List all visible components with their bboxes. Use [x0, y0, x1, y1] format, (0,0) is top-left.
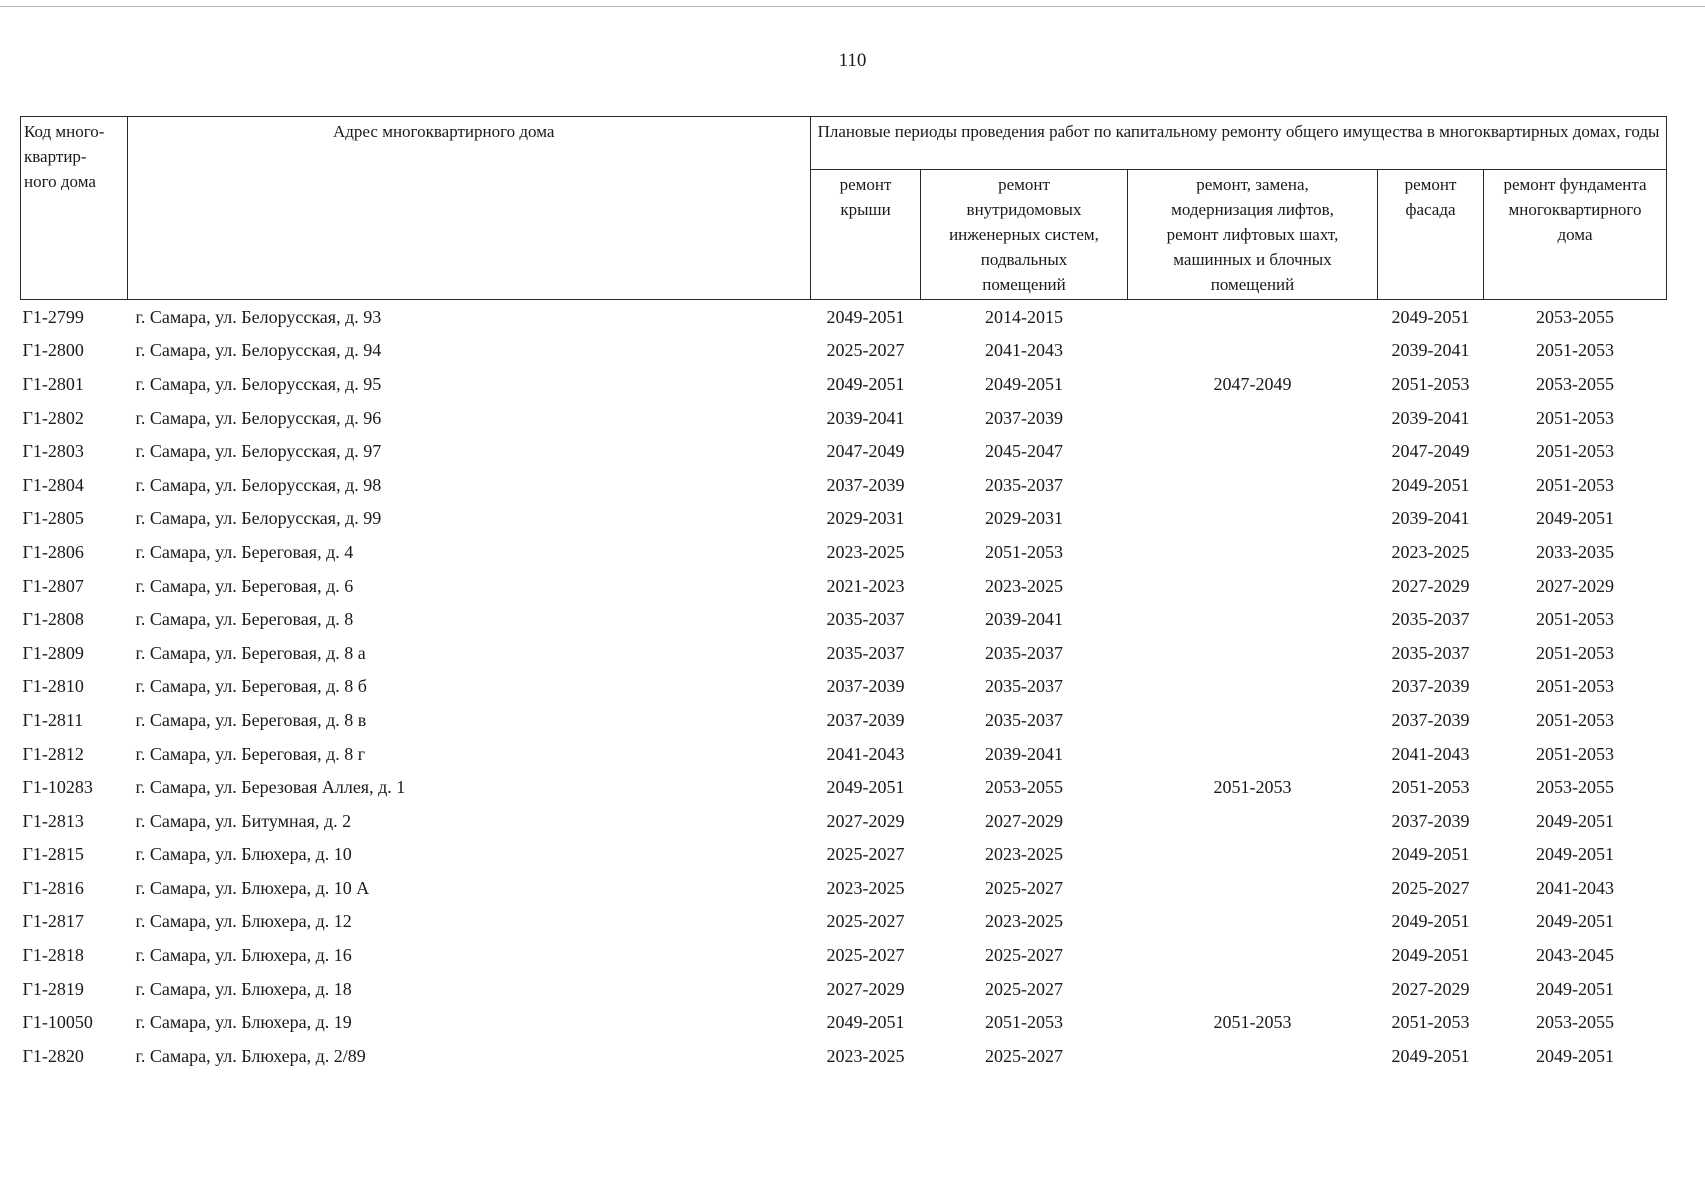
cell-code: Г1-2804 — [22, 474, 84, 495]
cell-lifts — [1128, 502, 1378, 536]
cell-lifts — [1128, 535, 1378, 569]
table-row — [21, 602, 1667, 636]
cell-address: г. Самара, ул. Береговая, д. 8 а — [135, 642, 366, 663]
cell-engineering: 2051-2053 — [985, 541, 1063, 562]
cell-facade: 2049-2051 — [1391, 844, 1470, 865]
cell-code: Г1-2799 — [22, 306, 84, 327]
cell-address: г. Самара, ул. Белорусская, д. 98 — [135, 474, 382, 495]
table-row — [21, 838, 1667, 872]
cell-code: Г1-2805 — [22, 508, 84, 529]
cell-code: Г1-2807 — [22, 575, 84, 596]
cell-roof: 2023-2025 — [826, 1045, 905, 1066]
cell-lifts — [1128, 804, 1378, 838]
cell-lifts — [1128, 938, 1378, 972]
cell-roof: 2027-2029 — [826, 978, 905, 999]
cell-roof: 2023-2025 — [826, 877, 905, 898]
cell-facade: 2039-2041 — [1391, 340, 1470, 361]
table-row — [21, 334, 1667, 368]
cell-address: г. Самара, ул. Белорусская, д. 96 — [135, 407, 382, 428]
cell-foundation: 2049-2051 — [1536, 978, 1614, 999]
table-row — [21, 670, 1667, 704]
cell-engineering: 2014-2015 — [985, 306, 1063, 327]
cell-lifts — [1128, 434, 1378, 468]
cell-lifts — [1128, 838, 1378, 872]
cell-facade: 2025-2027 — [1391, 877, 1470, 898]
cell-address: г. Самара, ул. Береговая, д. 8 — [135, 609, 354, 630]
table-row — [21, 905, 1667, 939]
cell-code: Г1-10283 — [22, 777, 93, 798]
cell-roof: 2025-2027 — [826, 340, 905, 361]
cell-foundation: 2051-2053 — [1536, 642, 1614, 663]
cell-address: г. Самара, ул. Белорусская, д. 99 — [135, 508, 382, 529]
cell-roof: 2023-2025 — [826, 541, 905, 562]
cell-code: Г1-2818 — [22, 945, 84, 966]
cell-address: г. Самара, ул. Блюхера, д. 19 — [135, 1012, 352, 1033]
cell-code: Г1-2800 — [22, 340, 84, 361]
cell-foundation: 2049-2051 — [1536, 810, 1614, 831]
cell-foundation: 2053-2055 — [1536, 306, 1614, 327]
cell-address: г. Самара, ул. Блюхера, д. 10 — [135, 844, 352, 865]
cell-foundation: 2053-2055 — [1536, 777, 1614, 798]
cell-address: г. Самара, ул. Блюхера, д. 10 А — [135, 877, 370, 898]
header-lifts: ремонт, замена, модернизация лифтов, ремонт лифтовых шахт, машинных и блочных помещений — [1128, 170, 1378, 300]
capital-repair-table — [20, 116, 1667, 1073]
cell-roof: 2025-2027 — [826, 911, 905, 932]
cell-code: Г1-2801 — [22, 373, 84, 394]
cell-address: г. Самара, ул. Битумная, д. 2 — [135, 810, 352, 831]
cell-facade: 2037-2039 — [1391, 676, 1470, 697]
cell-facade: 2037-2039 — [1391, 709, 1470, 730]
cell-code: Г1-2815 — [22, 844, 84, 865]
cell-foundation: 2053-2055 — [1536, 373, 1614, 394]
cell-address: г. Самара, ул. Белорусская, д. 94 — [135, 340, 382, 361]
table-row — [21, 804, 1667, 838]
table-row — [21, 468, 1667, 502]
cell-engineering: 2039-2041 — [985, 609, 1063, 630]
cell-facade: 2035-2037 — [1391, 609, 1470, 630]
cell-facade: 2047-2049 — [1391, 441, 1470, 462]
cell-roof: 2041-2043 — [826, 743, 905, 764]
cell-engineering: 2025-2027 — [985, 877, 1063, 898]
cell-address: г. Самара, ул. Береговая, д. 6 — [135, 575, 354, 596]
cell-facade: 2051-2053 — [1391, 777, 1470, 798]
table-row — [21, 569, 1667, 603]
cell-foundation: 2051-2053 — [1536, 743, 1614, 764]
top-rule — [0, 6, 1705, 7]
cell-facade: 2035-2037 — [1391, 642, 1470, 663]
cell-facade: 2039-2041 — [1391, 407, 1470, 428]
table-row — [21, 938, 1667, 972]
cell-engineering: 2035-2037 — [985, 709, 1063, 730]
cell-code: Г1-2803 — [22, 441, 84, 462]
table-row — [21, 770, 1667, 804]
cell-engineering: 2039-2041 — [985, 743, 1063, 764]
cell-code: Г1-2812 — [22, 743, 84, 764]
cell-engineering: 2041-2043 — [985, 340, 1063, 361]
table-row — [21, 502, 1667, 536]
cell-code: Г1-2810 — [22, 676, 84, 697]
cell-lifts — [1128, 1039, 1378, 1073]
cell-roof: 2049-2051 — [826, 373, 905, 394]
cell-roof: 2049-2051 — [826, 306, 905, 327]
cell-code: Г1-2816 — [22, 877, 84, 898]
cell-address: г. Самара, ул. Белорусская, д. 93 — [135, 306, 382, 327]
cell-foundation: 2053-2055 — [1536, 1012, 1614, 1033]
cell-roof: 2029-2031 — [826, 508, 905, 529]
cell-engineering: 2035-2037 — [985, 642, 1063, 663]
cell-foundation: 2051-2053 — [1536, 340, 1614, 361]
cell-lifts — [1128, 737, 1378, 771]
cell-lifts: 2051-2053 — [1213, 1012, 1292, 1033]
cell-engineering: 2023-2025 — [985, 844, 1063, 865]
table-row — [21, 871, 1667, 905]
cell-roof: 2049-2051 — [826, 777, 905, 798]
cell-lifts — [1128, 972, 1378, 1006]
cell-foundation: 2051-2053 — [1536, 676, 1614, 697]
cell-code: Г1-2817 — [22, 911, 84, 932]
table-row — [21, 636, 1667, 670]
cell-roof: 2025-2027 — [826, 844, 905, 865]
cell-foundation: 2051-2053 — [1536, 474, 1614, 495]
header-engineering: ремонт внутридомовых инженерных систем, подвальных помещений — [921, 170, 1128, 300]
cell-lifts — [1128, 401, 1378, 435]
cell-engineering: 2051-2053 — [985, 1012, 1063, 1033]
cell-lifts: 2047-2049 — [1213, 373, 1292, 394]
cell-foundation: 2051-2053 — [1536, 609, 1614, 630]
cell-engineering: 2027-2029 — [985, 810, 1063, 831]
cell-lifts — [1128, 468, 1378, 502]
cell-roof: 2035-2037 — [826, 642, 905, 663]
cell-lifts: 2051-2053 — [1213, 777, 1292, 798]
cell-foundation: 2051-2053 — [1536, 709, 1614, 730]
cell-facade: 2027-2029 — [1391, 978, 1470, 999]
table-row — [21, 401, 1667, 435]
cell-lifts — [1128, 905, 1378, 939]
cell-facade: 2037-2039 — [1391, 810, 1470, 831]
cell-facade: 2023-2025 — [1391, 541, 1470, 562]
header-address: Адрес многоквартирного дома — [128, 117, 811, 300]
cell-engineering: 2037-2039 — [985, 407, 1063, 428]
cell-address: г. Самара, ул. Береговая, д. 8 г — [135, 743, 366, 764]
table-row — [21, 1039, 1667, 1073]
table-row — [21, 367, 1667, 401]
header-roof: ремонт крыши — [811, 170, 921, 300]
cell-lifts — [1128, 602, 1378, 636]
table-row — [21, 1005, 1667, 1039]
cell-facade: 2049-2051 — [1391, 306, 1470, 327]
cell-code: Г1-2811 — [22, 709, 84, 730]
cell-code: Г1-2820 — [22, 1045, 84, 1066]
cell-address: г. Самара, ул. Блюхера, д. 2/89 — [135, 1045, 366, 1066]
cell-facade: 2027-2029 — [1391, 575, 1470, 596]
cell-lifts — [1128, 334, 1378, 368]
cell-roof: 2047-2049 — [826, 441, 905, 462]
cell-facade: 2049-2051 — [1391, 474, 1470, 495]
cell-engineering: 2023-2025 — [985, 911, 1063, 932]
cell-address: г. Самара, ул. Белорусская, д. 95 — [135, 373, 382, 394]
table-row — [21, 703, 1667, 737]
cell-address: г. Самара, ул. Береговая, д. 4 — [135, 541, 354, 562]
cell-foundation: 2051-2053 — [1536, 407, 1614, 428]
cell-code: Г1-2819 — [22, 978, 84, 999]
cell-address: г. Самара, ул. Белорусская, д. 97 — [135, 441, 382, 462]
cell-foundation: 2049-2051 — [1536, 844, 1614, 865]
cell-foundation: 2049-2051 — [1536, 508, 1614, 529]
cell-engineering: 2029-2031 — [985, 508, 1063, 529]
table-row — [21, 535, 1667, 569]
header-facade: ремонт фасада — [1378, 170, 1484, 300]
cell-lifts — [1128, 636, 1378, 670]
cell-lifts — [1128, 703, 1378, 737]
cell-foundation: 2051-2053 — [1536, 441, 1614, 462]
table-row — [21, 972, 1667, 1006]
table-row — [21, 300, 1667, 334]
cell-code: Г1-10050 — [22, 1012, 93, 1033]
cell-address: г. Самара, ул. Блюхера, д. 16 — [135, 945, 352, 966]
cell-facade: 2039-2041 — [1391, 508, 1470, 529]
header-periods: Плановые периоды проведения работ по капитальному ремонту общего имущества в многоквартирных домах, годы — [811, 117, 1667, 170]
table-body — [21, 300, 1667, 1073]
table-row — [21, 737, 1667, 771]
table-header — [21, 117, 1667, 300]
cell-foundation: 2027-2029 — [1536, 575, 1614, 596]
cell-address: г. Самара, ул. Березовая Аллея, д. 1 — [135, 777, 406, 798]
cell-roof: 2027-2029 — [826, 810, 905, 831]
cell-roof: 2037-2039 — [826, 709, 905, 730]
cell-engineering: 2045-2047 — [985, 441, 1063, 462]
cell-lifts — [1128, 670, 1378, 704]
cell-roof: 2025-2027 — [826, 945, 905, 966]
cell-address: г. Самара, ул. Блюхера, д. 18 — [135, 978, 352, 999]
cell-roof: 2037-2039 — [826, 474, 905, 495]
cell-engineering: 2023-2025 — [985, 575, 1063, 596]
cell-engineering: 2053-2055 — [985, 777, 1063, 798]
header-foundation: ремонт фундамента многоквартирного дома — [1484, 170, 1667, 300]
cell-address: г. Самара, ул. Береговая, д. 8 в — [135, 709, 367, 730]
cell-engineering: 2035-2037 — [985, 474, 1063, 495]
cell-engineering: 2049-2051 — [985, 373, 1063, 394]
cell-engineering: 2025-2027 — [985, 978, 1063, 999]
cell-foundation: 2049-2051 — [1536, 1045, 1614, 1066]
cell-code: Г1-2808 — [22, 609, 84, 630]
cell-address: г. Самара, ул. Береговая, д. 8 б — [135, 676, 367, 697]
cell-facade: 2041-2043 — [1391, 743, 1470, 764]
cell-facade: 2051-2053 — [1391, 373, 1470, 394]
cell-roof: 2021-2023 — [826, 575, 905, 596]
cell-roof: 2049-2051 — [826, 1012, 905, 1033]
cell-lifts — [1128, 871, 1378, 905]
cell-code: Г1-2806 — [22, 541, 84, 562]
cell-engineering: 2035-2037 — [985, 676, 1063, 697]
cell-lifts — [1128, 300, 1378, 334]
cell-engineering: 2025-2027 — [985, 945, 1063, 966]
cell-foundation: 2049-2051 — [1536, 911, 1614, 932]
cell-foundation: 2043-2045 — [1536, 945, 1614, 966]
cell-engineering: 2025-2027 — [985, 1045, 1063, 1066]
cell-facade: 2049-2051 — [1391, 945, 1470, 966]
cell-facade: 2049-2051 — [1391, 911, 1470, 932]
cell-roof: 2039-2041 — [826, 407, 905, 428]
cell-foundation: 2033-2035 — [1536, 541, 1614, 562]
cell-roof: 2037-2039 — [826, 676, 905, 697]
cell-roof: 2035-2037 — [826, 609, 905, 630]
cell-facade: 2051-2053 — [1391, 1012, 1470, 1033]
cell-code: Г1-2802 — [22, 407, 84, 428]
cell-address: г. Самара, ул. Блюхера, д. 12 — [135, 911, 352, 932]
cell-facade: 2049-2051 — [1391, 1045, 1470, 1066]
table-row — [21, 434, 1667, 468]
page-number: 110 — [838, 50, 867, 71]
cell-code: Г1-2813 — [22, 810, 84, 831]
cell-code: Г1-2809 — [22, 642, 84, 663]
header-code: Код много- квартир- ного дома — [21, 117, 128, 300]
cell-lifts — [1128, 569, 1378, 603]
cell-foundation: 2041-2043 — [1536, 877, 1614, 898]
